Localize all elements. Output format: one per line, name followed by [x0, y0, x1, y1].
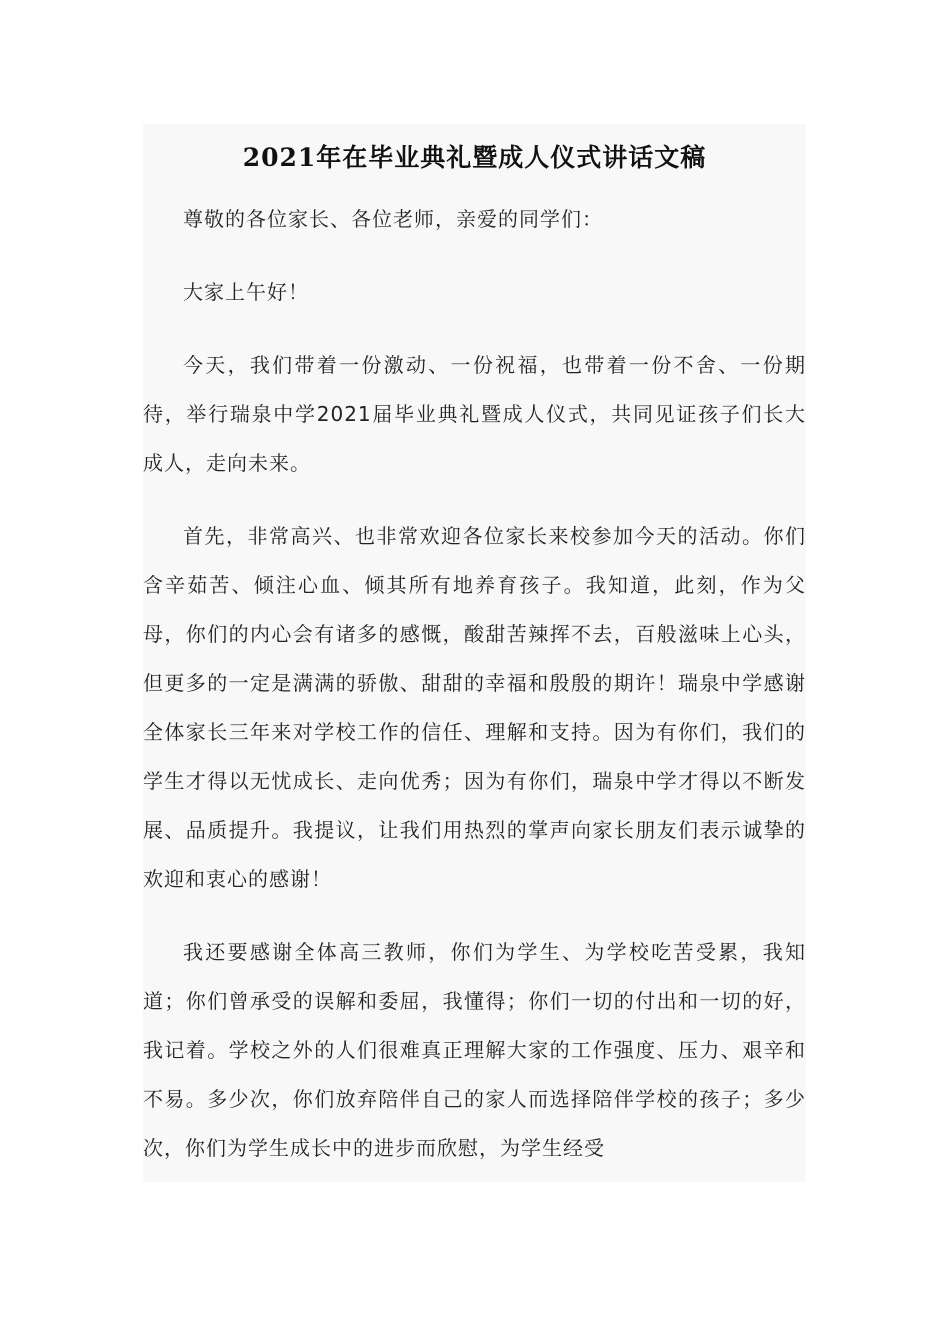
document-body	[143, 195, 806, 1173]
paragraph-salutation: 尊敬的各位家长、各位老师，亲爱的同学们：	[183, 207, 603, 231]
document-title: 2021年在毕业典礼暨成人仪式讲话文稿	[242, 143, 707, 172]
paragraph-thanks-teachers: 我还要感谢全体高三教师，你们为学生、为学校吃苦受累，我知道；你们曾承受的误解和委屈，我懂得；你们一切的付出和一切的好，我记着。学校之外的人们很难真正理解大家的工作强度、压力、艰辛和不易。多少次，你们放弃陪伴自己的家人而选择陪伴学校的孩子；多少次，你们为学生成长中的进步而欣慰，为学生经受	[143, 940, 806, 1160]
document-page	[143, 124, 806, 1182]
paragraph-opening: 今天，我们带着一份激动、一份祝福，也带着一份不舍、一份期待，举行瑞泉中学2021届毕业典礼暨成人仪式，共同见证孩子们长大成人，走向未来。	[143, 353, 806, 475]
paragraph-thanks-parents: 首先，非常高兴、也非常欢迎各位家长来校参加今天的活动。你们含辛茹苦、倾注心血、倾其所有地养育孩子。我知道，此刻，作为父母，你们的内心会有诸多的感慨，酸甜苦辣挥不去，百般滋味上心头，但更多的一定是满满的骄傲、甜甜的幸福和殷殷的期许！瑞泉中学感谢全体家长三年来对学校工作的信任、理解和支持。因为有你们，我们的学生才得以无忧成长、走向优秀；因为有你们，瑞泉中学才得以不断发展、品质提升。我提议，让我们用热烈的掌声向家长朋友们表示诚挚的欢迎和衷心的感谢！	[143, 524, 806, 891]
paragraph-greeting: 大家上午好！	[183, 280, 309, 304]
